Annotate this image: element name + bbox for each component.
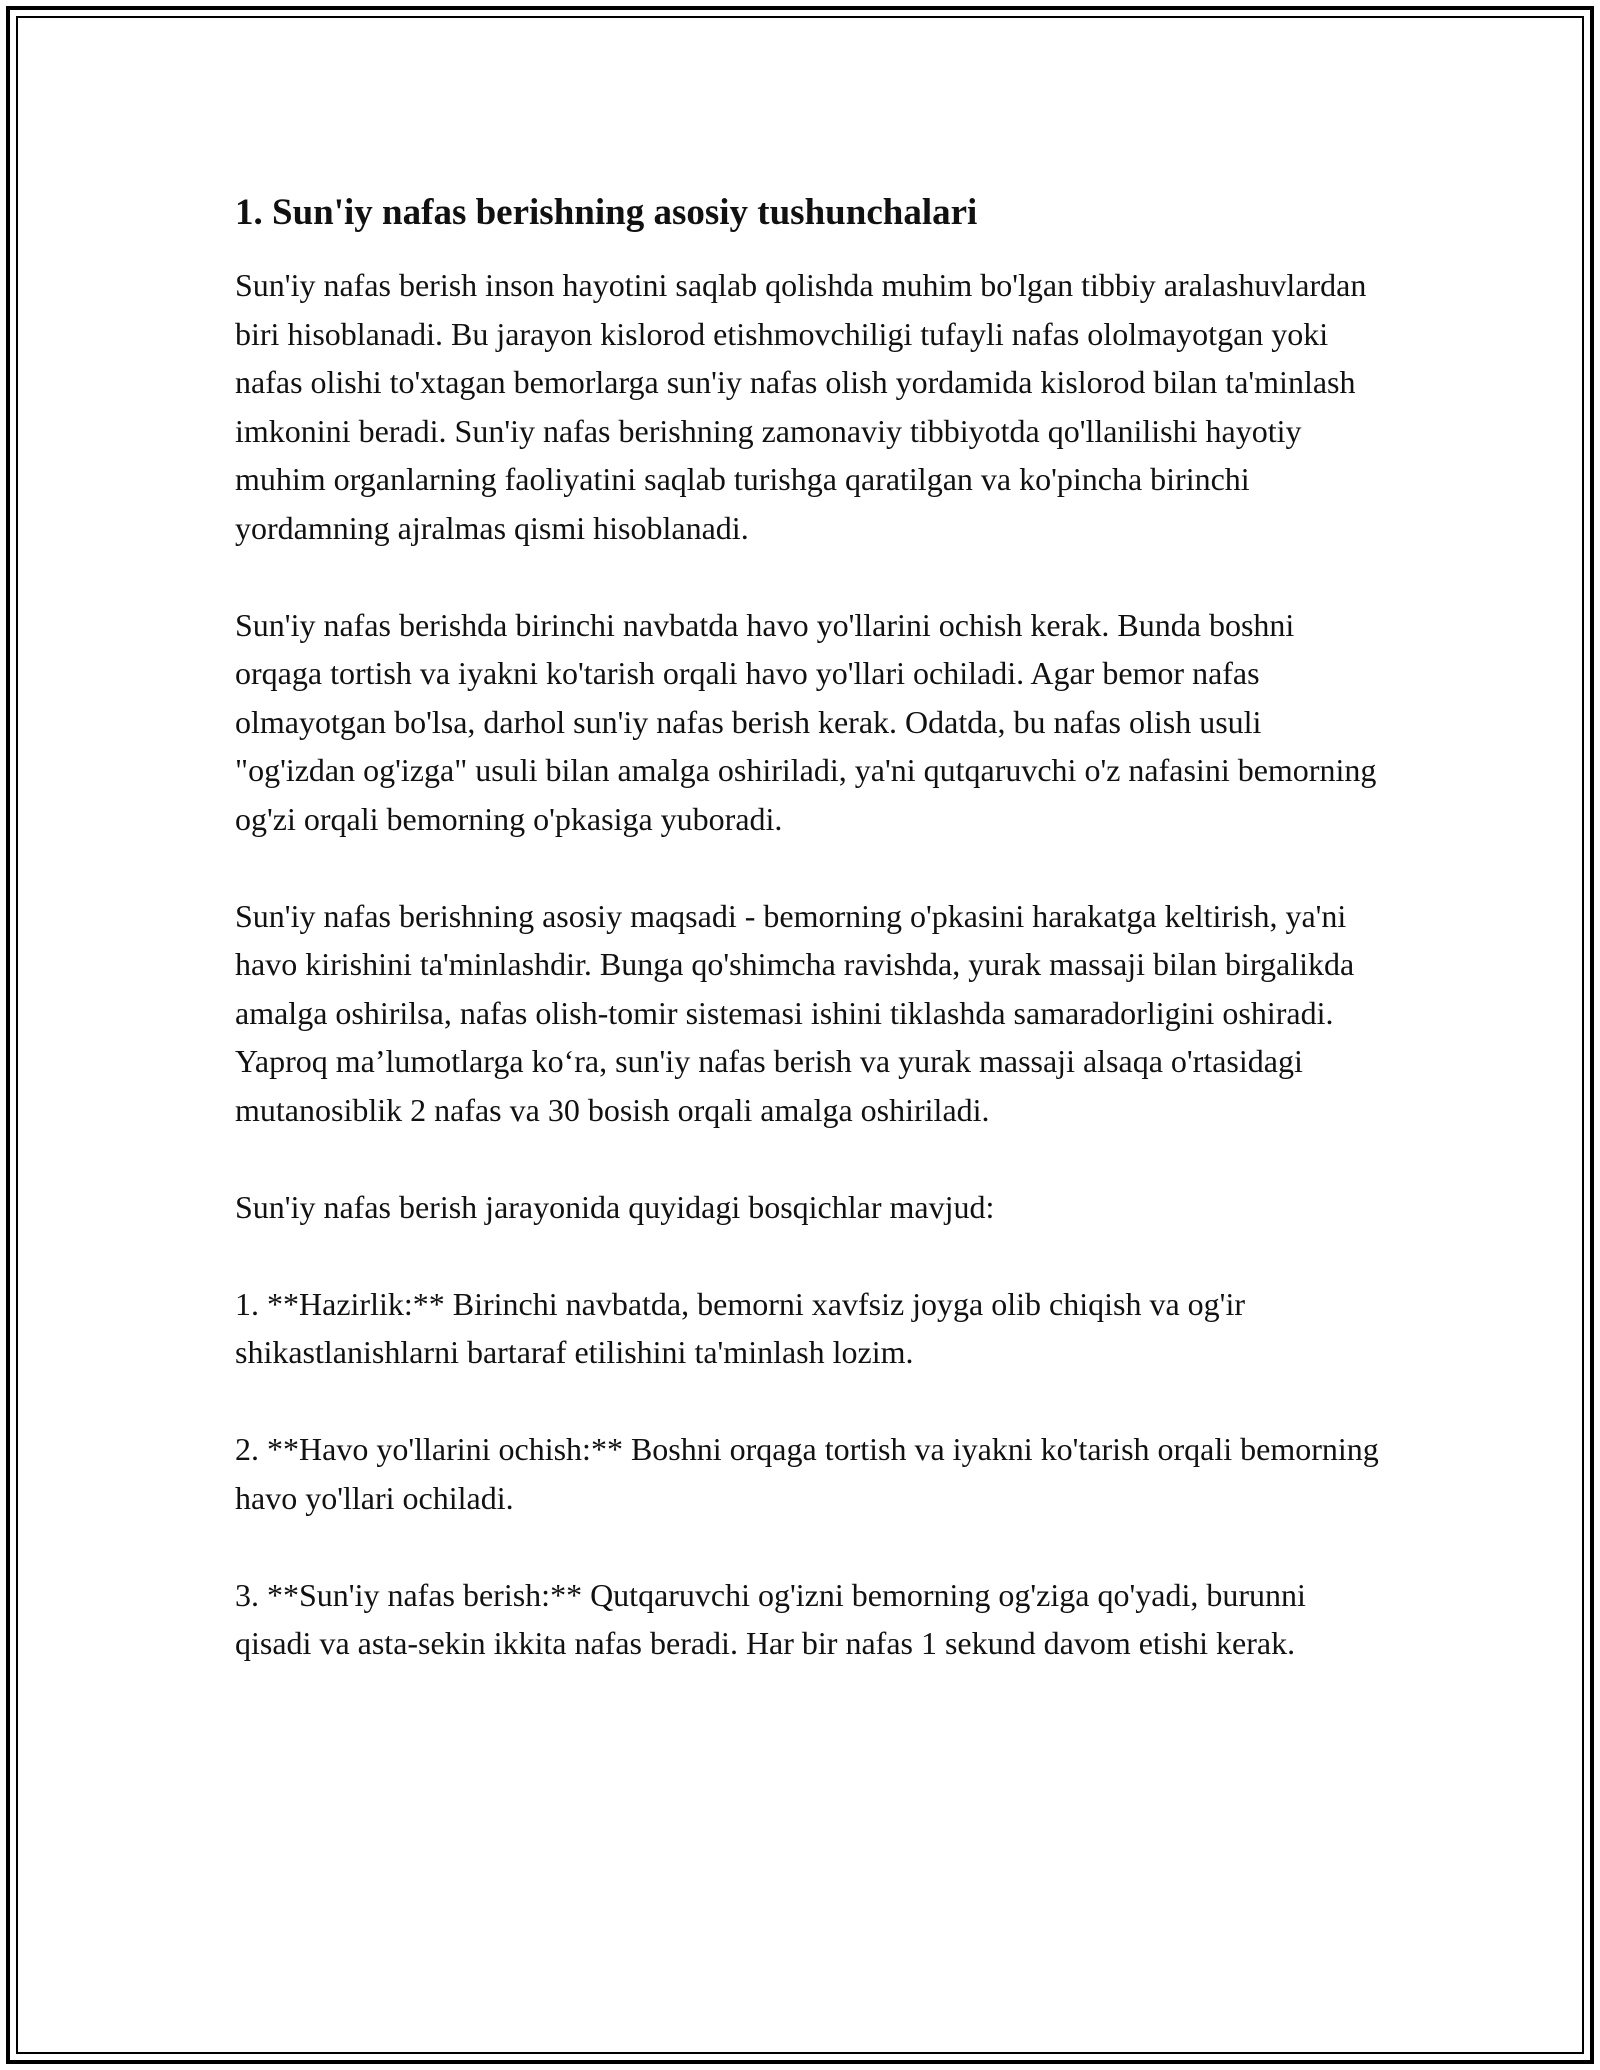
- section-title: 1. Sun'iy nafas berishning asosiy tushunchalari: [235, 192, 978, 233]
- step-rescue-breathing: 3. **Sun'iy nafas berish:** Qutqaruvchi og'izni bemorning og'ziga qo'yadi, burunni qisadi va asta-sekin ikkita nafas beradi. Har bir nafas 1 sekund davom etishi kerak.: [235, 1576, 1306, 1661]
- paragraph-intro: Sun'iy nafas berish inson hayotini saqlab qolishda muhim bo'lgan tibbiy aralashuvlardan biri hisoblanadi. Bu jarayon kislorod etishmovchiligi tufayli nafas ololmayotgan yoki nafas olishi to'xtagan bemorlarga sun'iy nafas olish yordamida kislorod bilan ta'minlash imkonini beradi. Sun'iy nafas berishning zamonaviy tibbiyotda qo'llanilishi hayotiy muhim organlarning faoliyatini saqlab turishga qaratilgan va ko'pincha birinchi yordamning ajralmas qismi hisoblanadi.: [235, 267, 1367, 546]
- paragraph-goal: Sun'iy nafas berishning asosiy maqsadi - bemorning o'pkasini harakatga keltirish, ya'ni havo kirishini ta'minlashdir. Bunga qo'shimcha ravishda, yurak massaji bilan birgalikda amalga oshirilsa, nafas olish-tomir sistemasi ishini tiklashda samaradorligini oshiradi. Yaproq ma’lumotlarga ko‘ra, sun'iy nafas berish va yurak massaji alsaqa o'rtasidagi mutanosiblik 2 nafas va 30 bosish orqali amalga oshiriladi.: [235, 897, 1355, 1128]
- step-preparation: 1. **Hazirlik:** Birinchi navbatda, bemorni xavfsiz joyga olib chiqish va og'ir shikastlanishlarni bartaraf etilishini ta'minlash lozim.: [235, 1285, 1245, 1370]
- paragraph-airway: Sun'iy nafas berishda birinchi navbatda havo yo'llarini ochish kerak. Bunda boshni orqaga tortish va iyakni ko'tarish orqali havo yo'llari ochiladi. Agar bemor nafas olmayotgan bo'lsa, darhol sun'iy nafas berish kerak. Odatda, bu nafas olish usuli "og'izdan og'izga" usuli bilan amalga oshiriladi, ya'ni qutqaruvchi o'z nafasini bemorning og'zi orqali bemorning o'pkasiga yuboradi.: [235, 606, 1377, 837]
- step-open-airway: 2. **Havo yo'llarini ochish:** Boshni orqaga tortish va iyakni ko'tarish orqali bemorning havo yo'llari ochiladi.: [235, 1431, 1379, 1516]
- document-body: [235, 185, 1385, 1716]
- paragraph-steps-intro: Sun'iy nafas berish jarayonida quyidagi bosqichlar mavjud:: [235, 1188, 995, 1225]
